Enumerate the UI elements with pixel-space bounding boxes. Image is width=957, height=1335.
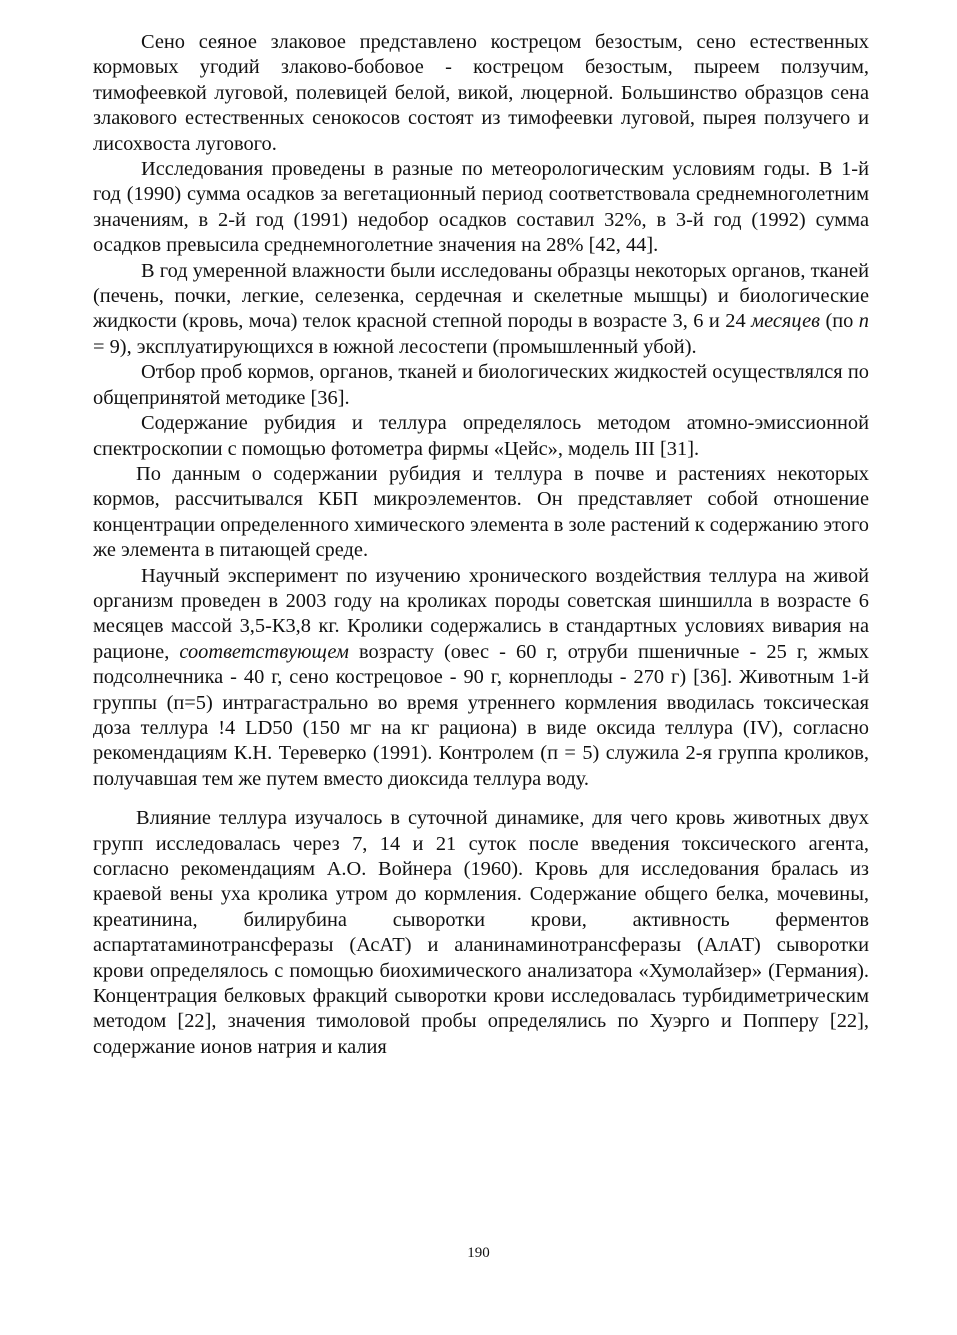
text-run: (по	[820, 310, 859, 333]
paragraph-kbp: По данным о содержании рубидия и теллура в почве и растениях некоторых кормов, рассчитывался КБП микроэлементов. Он представляет собой отношение концентрации определенного химического элемента в золе растений к содержанию этого же элемента в питающей среде.	[93, 462, 869, 562]
paragraph-tellurium-dynamics: Влияние теллура изучалось в суточной динамике, для чего кровь животных двух групп исследовалась через 7, 14 и 21 суток после введения токсического агента, согласно рекомендациям А.О. Войнера (1960). Кровь для исследования бралась из краевой вены уха кролика утром до кормления. Содержание общего белка, мочевины, креатинина, билирубина сыворотки крови, активность ферментов аспартатаминотрансферазы (АсАТ) и аланинаминотрансферазы (АлАТ) сыворотки крови определялось с помощью биохимического анализатора «Хумолайзер» (Германия). Концентрация белковых фракций сыворотки крови исследовалась турбидиметрическим методом [22], значения тимоловой пробы определялись по Хуэрго и Попперу [22], содержание ионов натрия и калия	[93, 807, 869, 1058]
text-run: = 9), эксплуатирующихся в южной лесостепи (промышленный убой).	[93, 335, 697, 358]
italic-text: n	[858, 310, 869, 333]
document-body	[93, 30, 869, 1060]
paragraph-samples	[93, 259, 869, 361]
paragraph-experiment	[93, 564, 869, 793]
text-run: возрасту (овес - 60 г, отруби пшеничные - 25 г, жмых подсолнечника - 40 г, сено кострецовое - 90 г, корнеплоды - 270 г) [36]. Животным 1-й группы (п=5) интрагастрально во время утреннего кормления вводилась токсическая доза теллура !4 LD50 (150 мг на кг рациона) в виде оксида теллура (IV), согласно рекомендациям К.Н. Тереверко (1991). Контролем (п = 5) служила 2-я группа кроликов, получавшая тем же путем вместо диоксида теллура воду.	[93, 640, 869, 790]
italic-text: соответствующем	[179, 640, 349, 663]
text-run: Научный эксперимент по изучению хронического воздействия теллура на живой организм проведен в 2003 году на кроликах породы советская шиншилла в возрасте 6 месяцев массой 3,5-К3,8 кг. Кролики содержались в стандартных условиях вивария на рационе,	[93, 564, 869, 663]
paragraph-sampling: Отбор проб кормов, органов, тканей и биологических жидкостей осуществлялся по общепринятой методике [36].	[93, 361, 869, 409]
text-run: В год умеренной влажности были исследованы образцы некоторых органов, тканей (печень, почки, легкие, селезенка, сердечная и скелетные мышцы) и биологические жидкости (кровь, моча) телок красной степной породы в возрасте 3, 6 и 24	[93, 259, 869, 333]
page-number: 190	[467, 1245, 490, 1261]
paragraph-spectroscopy: Содержание рубидия и теллура определялось методом атомно-эмиссионной спектроскопии с помощью фотометра фирмы «Цейс», модель III [31].	[93, 412, 869, 460]
paragraph-hay-composition: Сено сеяное злаковое представлено кострецом безостым, сено естественных кормовых угодий злаково-бобовое - кострецом безостым, пыреем ползучим, тимофеевкой луговой, полевицей белой, викой, люцерной. Большинство образцов сена злакового естественных сенокосов состоят из тимофеевки луговой, пырея ползучего и лисохвоста лугового.	[93, 31, 869, 155]
paragraph-research-years: Исследования проведены в разные по метеорологическим условиям годы. В 1-й год (1990) сумма осадков за вегетационный период соответствовала среднемноголетним значениям, в 2-й год (1991) недобор осадков составил 32%, в 3-й год (1992) сумма осадков превысила среднемноголетние значения на 28% [42, 44].	[93, 158, 869, 257]
italic-text: месяцев	[751, 310, 821, 333]
